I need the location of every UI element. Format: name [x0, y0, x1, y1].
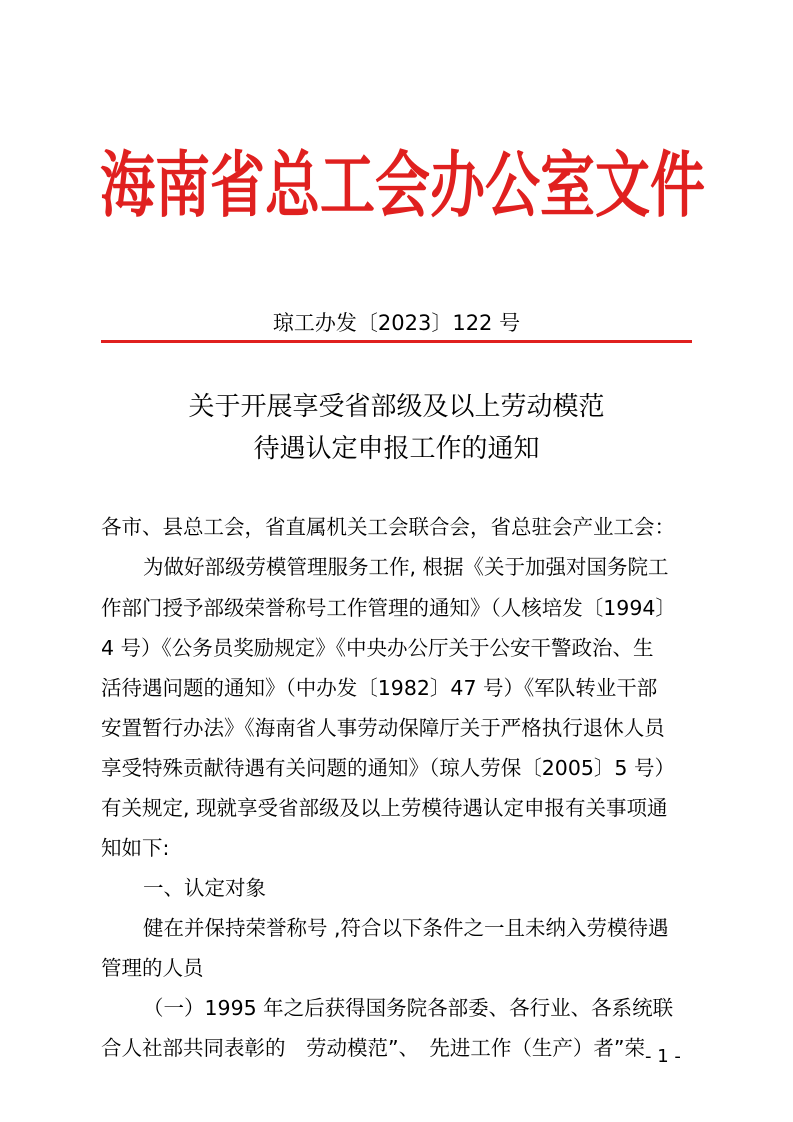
body-line: 为做好部级劳模管理服务工作, 根据《关于加强对国务院工 [143, 555, 669, 579]
body-line: 作部门授予部级荣誉称号工作管理的通知》（人核培发〔1994〕 [101, 596, 676, 620]
body-line: 享受特殊贡献待遇有关问题的通知》（琼人劳保〔2005〕5 号） [101, 756, 675, 780]
body-line: 4 号）《公务员奖励规定》《中央办公厅关于公安干警政治、生 [101, 636, 654, 660]
section-heading: 一、认定对象 [143, 876, 266, 900]
body-line: 健在并保持荣誉称号 ,符合以下条件之一且未纳入劳模待遇 [143, 916, 669, 940]
body-line: 合人社部共同表彰的 劳动模范”、 先进工作（生产）者”荣 [101, 1036, 645, 1060]
body-line: （一）1995 年之后获得国务院各部委、各行业、各系统联 [143, 996, 674, 1020]
notice-title-line-2: 待遇认定申报工作的通知 [253, 434, 540, 464]
salutation: 各市、县总工会，省直属机关工会联合会，省总驻会产业工会： [101, 515, 675, 539]
document-masthead: 海南省总工会办公室文件 [100, 143, 706, 227]
red-divider-line [101, 340, 692, 343]
notice-title-line-1: 关于开展享受省部级及以上劳动模范 [188, 392, 605, 422]
body-line: 有关规定, 现就享受省部级及以上劳模待遇认定申报有关事项通 [101, 796, 668, 820]
body-line: 活待遇问题的通知》（中办发〔1982〕47 号）《军队转业干部 [101, 676, 658, 700]
body-line: 管理的人员 [101, 956, 204, 980]
body-line: 知如下: [101, 836, 170, 860]
body-line: 安置暂行办法》《海南省人事劳动保障厅关于严格执行退休人员 [101, 716, 665, 740]
page-number: - 1 - [645, 1046, 681, 1067]
document-number: 琼工办发〔2023〕122 号 [272, 311, 521, 335]
